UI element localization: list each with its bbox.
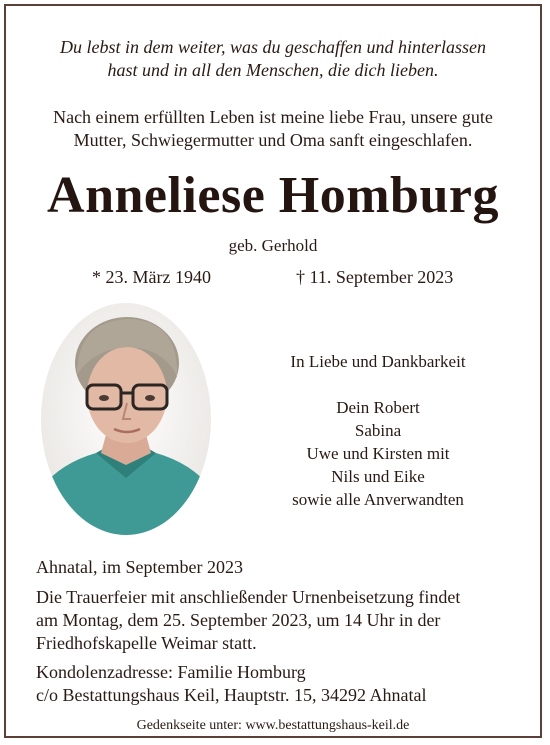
deceased-name: Anneliese Homburg (47, 167, 499, 224)
funeral-line: Friedhofskapelle Weimar statt. (36, 633, 257, 653)
announcement-line: Nach einem erfüllten Leben ist meine liebe Frau, unsere gute (53, 107, 493, 127)
quote-line: hast und in all den Menschen, die dich lieben. (107, 60, 439, 80)
portrait-photo (41, 303, 211, 535)
mourner-name: Uwe und Kirsten mit (306, 444, 450, 463)
obituary-card (4, 4, 542, 738)
memorial-quote (6, 36, 540, 82)
birth-date: * 23. März 1940 (92, 267, 211, 287)
mourner-name: Dein Robert (336, 398, 420, 417)
place-date: Ahnatal, im September 2023 (36, 557, 243, 577)
announcement-line: Mutter, Schwiegermutter und Oma sanft eingeschlafen. (73, 130, 473, 150)
mourners-block (258, 350, 498, 511)
funeral-line: Die Trauerfeier mit anschließender Urnenbeisetzung findet (36, 587, 461, 607)
contact-line: Kondolenzadresse: Familie Homburg (36, 662, 306, 682)
contact-line: c/o Bestattungshaus Keil, Hauptstr. 15, 34292 Ahnatal (36, 685, 427, 705)
condolence-address (36, 661, 526, 707)
quote-line: Du lebst in dem weiter, was du geschaffen und hinterlassen (60, 37, 486, 57)
announcement-text (6, 106, 540, 152)
mourner-name: sowie alle Anverwandten (292, 490, 464, 509)
memorial-website: Gedenkseite unter: www.bestattungshaus-keil.de (136, 718, 410, 733)
mourners-heading: In Liebe und Dankbarkeit (290, 352, 466, 371)
funeral-line: am Montag, dem 25. September 2023, um 14 Uhr in der (36, 610, 441, 630)
maiden-name: geb. Gerhold (228, 236, 318, 255)
death-date: † 11. September 2023 (296, 267, 454, 287)
mourner-name: Sabina (354, 421, 402, 440)
mourner-name: Nils und Eike (331, 467, 425, 486)
funeral-details (36, 586, 526, 655)
